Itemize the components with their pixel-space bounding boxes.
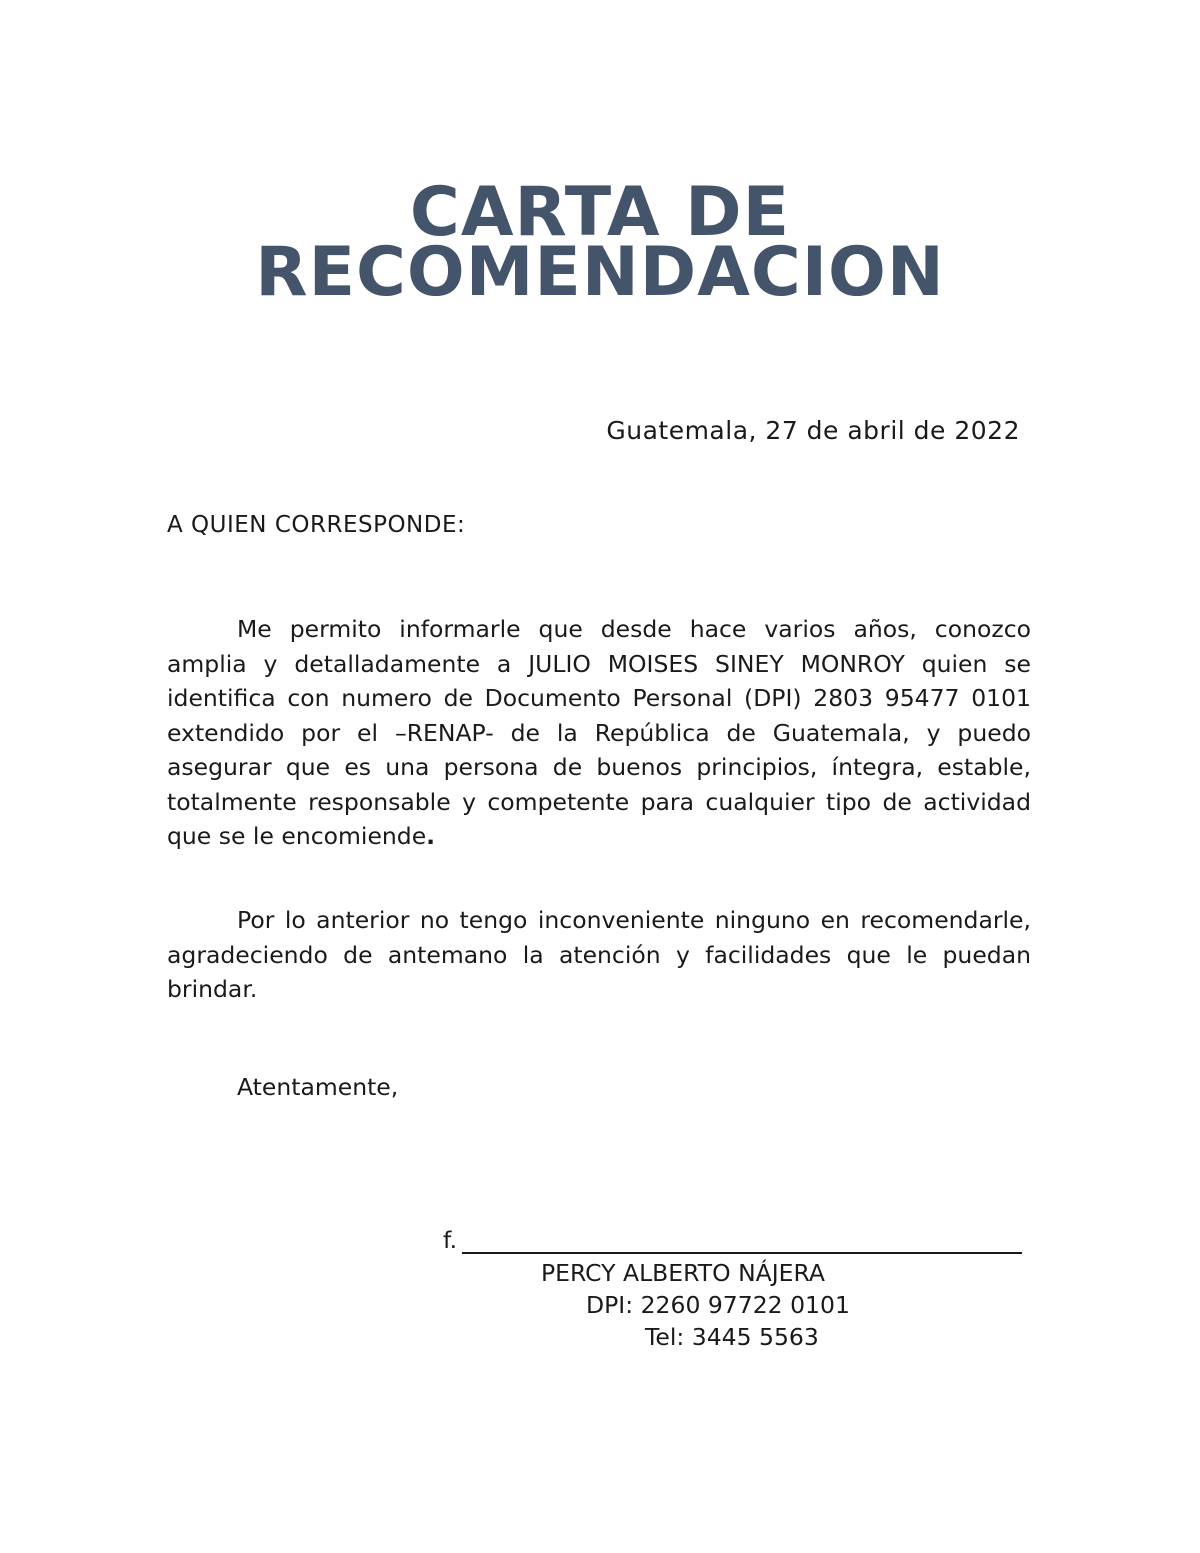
body-paragraph-1-text: Me permito informarle que desde hace varios años, conozco amplia y detalladamente a JULIO MOISES SINEY MONROY quien se identifica con numero de Documento Personal (DPI) 2803 95477 0101 extendido por el –RENAP- de la República de Guatemala, y puedo asegurar que es una persona de buenos principios, íntegra, estable, totalmente responsable y competente para cualquier tipo de actividad que se le encomiende — [167, 615, 1031, 850]
body-paragraph-1-end: . — [426, 822, 436, 850]
signatory-dpi: DPI: 2260 97722 0101 — [586, 1291, 850, 1319]
signatory-phone: Tel: 3445 5563 — [645, 1323, 819, 1351]
salutation: A QUIEN CORRESPONDE: — [167, 512, 466, 538]
document-title-line-2: RECOMENDACION — [255, 233, 945, 312]
body-paragraph-1 — [167, 612, 1031, 854]
body-paragraph-2: Por lo anterior no tengo inconveniente ninguno en recomendarle, agradeciendo de antemano la atención y facilidades que le puedan brindar. — [167, 906, 1031, 1003]
document-title-line-1: CARTA DE — [409, 173, 791, 252]
signature-line — [462, 1252, 1022, 1254]
letter-date: Guatemala, 27 de abril de 2022 — [606, 416, 1020, 445]
signatory-name: PERCY ALBERTO NÁJERA — [541, 1259, 825, 1287]
closing: Atentamente, — [237, 1073, 399, 1101]
signature-prefix: f. — [443, 1226, 458, 1254]
